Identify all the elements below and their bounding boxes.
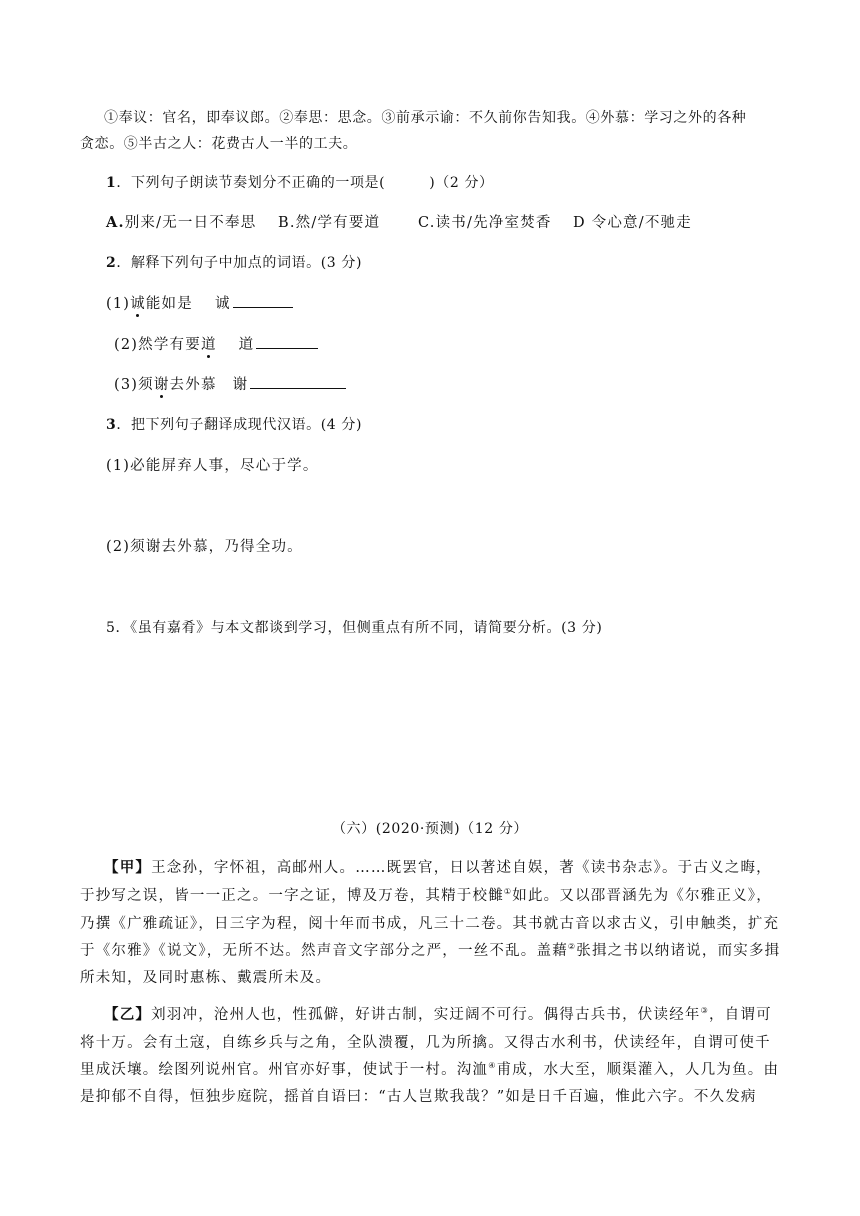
answer-blank[interactable]	[256, 333, 318, 349]
passage-label: 【乙】	[104, 1006, 152, 1023]
option-text: 读书/先净室焚香	[435, 215, 552, 231]
target-word: 诚	[214, 296, 231, 312]
footnote-marker: ②	[567, 942, 577, 951]
item-number: (1)	[106, 296, 131, 312]
option-text: 别来/无一日不奉思	[124, 215, 257, 231]
item-text: 能如是	[145, 296, 193, 312]
question-2-item-1	[106, 292, 293, 314]
passage-jia-line-1	[104, 858, 772, 878]
passage-text: 里成沃壤。绘图列说州官。州官亦好事，使试于一村。沟洫	[80, 1062, 489, 1078]
option-text: 令心意/不驰走	[585, 215, 692, 231]
footnote-marker: ④	[488, 1061, 497, 1070]
passage-jia-line-2	[80, 886, 772, 906]
question-5: 5．《虽有嘉肴》与本文都谈到学习，但侧重点有所不同，请简要分析。(3 分)	[106, 620, 603, 636]
item-number: (2)	[114, 337, 139, 353]
item-text: 必能屏弃人事，尽心于学。	[130, 458, 319, 474]
question-1-option-a	[106, 213, 256, 233]
target-word: 道	[238, 337, 255, 353]
item-number: (1)	[106, 458, 131, 474]
answer-blank[interactable]	[250, 373, 346, 389]
item-text: 去外慕	[169, 377, 217, 393]
option-label: B.	[278, 215, 296, 231]
footnote-line-2: 贪恋。⑤半古之人：花费古人一半的工夫。	[80, 136, 358, 152]
option-label: D	[573, 215, 586, 231]
passage-text: 于抄写之误，皆一一正之。一字之证，博及万卷，其精于校雠	[80, 888, 504, 904]
item-number: (2)	[106, 539, 131, 555]
dotted-word: 谢	[153, 377, 170, 393]
item-text: 须	[138, 377, 154, 393]
question-2	[106, 253, 362, 273]
question-number: 2	[106, 255, 117, 271]
option-label: A.	[106, 214, 125, 231]
passage-text: 王念孙，字怀祖，高邮州人。……既罢官，日以著述自娱，著《读书杂志》。于古义之晦，	[151, 860, 772, 876]
question-text: ．解释下列句子中加点的词语。(3 分)	[116, 255, 363, 271]
footnote-marker: ①	[503, 887, 513, 896]
question-1	[106, 173, 494, 193]
question-2-item-3	[114, 373, 346, 395]
option-label: C.	[418, 215, 436, 231]
footnote-line-1: ①奉议：官名，即奉议郎。②奉思：思念。③前承示谕：不久前你告知我。④外慕：学习之外的各种	[104, 110, 747, 126]
passage-jia-line-5: 所未知，及同时惠栋、戴震所未及。	[80, 970, 332, 986]
passage-yi-line-4: 是抑郁不自得，恒独步庭院，摇首自语曰：“古人岂欺我哉？”如是日千百遍，惟此六字。不久发病	[80, 1089, 757, 1105]
passage-text: 如此。又以邵晋涵先为《尔雅正义》，	[512, 888, 772, 904]
question-1-option-d	[573, 213, 692, 233]
passage-label: 【甲】	[104, 859, 152, 876]
question-3-item-2	[106, 537, 303, 557]
option-text: 然/学有要道	[295, 215, 381, 231]
passage-yi-line-3	[80, 1060, 779, 1080]
passage-text: ，自谓可	[708, 1007, 772, 1023]
question-number: 3	[106, 417, 117, 433]
item-text: 须谢去外慕，乃得全功。	[130, 539, 303, 555]
passage-yi-line-2: 将十万。会有土寇，自练乡兵与之角，全队溃覆，几为所擒。又得古水利书，伏读经年，自谓可使千	[80, 1035, 771, 1051]
question-1-option-b	[278, 213, 380, 233]
passage-jia-line-3: 乃撰《广雅疏证》，日三字为程，阅十年而书成，凡三十二卷。其书就古音以求古义，引申触类，扩充	[80, 916, 780, 932]
passage-text: 刘羽冲，沧州人也，性孤僻，好讲古制，实迂阔不可行。偶得古兵书，伏读经年	[151, 1007, 701, 1023]
item-number: (3)	[114, 377, 139, 393]
question-number: 1	[106, 175, 117, 191]
question-score: )（2 分）	[429, 175, 494, 191]
question-2-item-2	[114, 333, 318, 355]
passage-text: 甫成，水大至，顺渠灌入，人几为鱼。由	[496, 1062, 780, 1078]
passage-jia-line-4	[80, 941, 780, 961]
dotted-word: 道	[200, 337, 217, 353]
question-3	[106, 415, 362, 435]
dotted-word: 诚	[130, 296, 146, 312]
passage-text: 于《尔雅》《说文》，无所不达。然声音文字部分之严，一丝不乱。盖藉	[80, 943, 568, 959]
question-3-item-1	[106, 456, 319, 476]
answer-blank[interactable]	[233, 292, 293, 308]
passage-yi-line-1	[104, 1005, 772, 1025]
footnote-marker: ③	[700, 1006, 709, 1015]
target-word: 谢	[232, 377, 249, 393]
question-text: ．把下列句子翻译成现代汉语。(4 分)	[116, 417, 363, 433]
question-1-option-c	[418, 213, 552, 233]
item-text: 然学有要	[138, 337, 201, 353]
passage-text: 张揖之书以纳诸说，而实多揖	[576, 943, 781, 959]
question-text: ．下列句子朗读节奏划分不正确的一项是(	[116, 175, 386, 191]
section-title: （六）(2020·预测)（12 分）	[331, 821, 529, 837]
